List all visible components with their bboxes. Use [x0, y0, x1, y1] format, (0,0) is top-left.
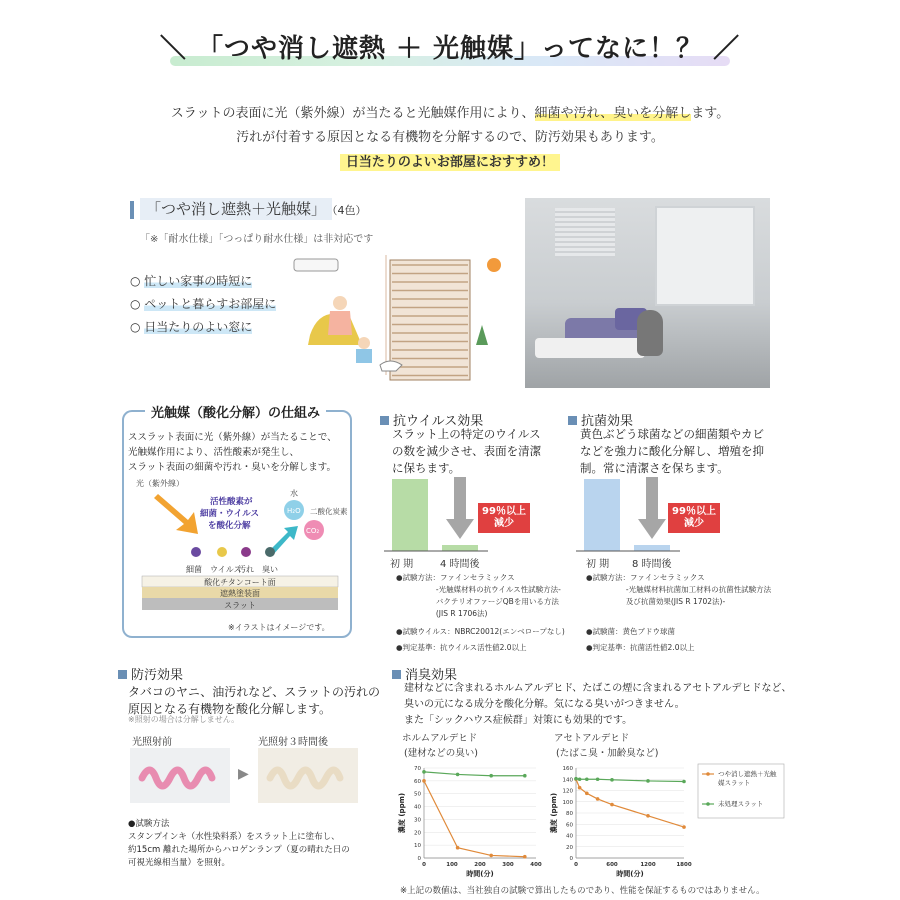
y-tick-label: 60 [566, 822, 573, 829]
data-point [456, 773, 460, 777]
intro-line-1 [0, 102, 900, 121]
antifouling-heading: 防汚効果 [118, 664, 183, 683]
x-axis-label: 時間(分) [616, 870, 644, 878]
chart-title: アセトアルデヒド [554, 733, 630, 744]
intro-highlight: 細菌や汚れ、臭いを分解し [534, 106, 692, 121]
data-point [523, 855, 527, 859]
feature-item-2: ○ ペットと暮らすお部屋に [130, 297, 277, 311]
y-tick-label: 60 [414, 778, 421, 785]
room-illustration [290, 245, 510, 385]
x-tick-label: 1800 [676, 862, 692, 868]
initial-bar [392, 479, 428, 551]
legend-marker [706, 802, 710, 806]
data-point [596, 797, 600, 801]
y-tick-label: 20 [566, 844, 573, 851]
deodorant-heading: 消臭効果 [392, 664, 457, 683]
y-tick-label: 70 [414, 766, 421, 772]
svg-text:H₂O: H₂O [287, 507, 301, 515]
antibacterial-tests: ●試験方法：ファインセラミックス -光触媒材料抗菌加工材料の抗菌性試験方法 及び抗菌効果(JIS R 1702法)- ●試験菌：黄色ブドウ球菌 ●判定基準：抗菌活性値2.0以上 [586, 573, 772, 652]
data-point [578, 786, 582, 790]
chart-subtitle: (たばこ臭・加齢臭など) [556, 748, 659, 759]
product-colors: （4色） [332, 204, 367, 217]
series-line [424, 772, 525, 776]
before-label: 光照射前 [132, 737, 172, 748]
svg-text:ウイルス: ウイルス [210, 565, 242, 574]
data-point [578, 777, 582, 781]
antivirus-heading: 抗ウイルス効果 [380, 410, 483, 429]
odor-icon [265, 547, 275, 557]
antivirus-tests: ●試験方法：ファインセラミックス -光触媒材料の抗ウイルス性試験方法- バクテリオファージQBを用いる方法 (JIS R 1706法) ●試験ウイルス：NBRC20012(エンベロープなし) ●判定基準：抗ウイルス活性値2.0以上 [396, 573, 565, 652]
y-tick-label: 40 [566, 833, 573, 840]
data-point [585, 777, 589, 781]
y-tick-label: 120 [562, 788, 573, 795]
intro-line-2: 汚れが付着する原因となる有機物を分解するので、防汚効果もあります。 [236, 130, 664, 145]
svg-text:酸化チタンコート面: 酸化チタンコート面 [204, 578, 276, 587]
data-point [574, 777, 578, 781]
legend-marker [706, 772, 710, 776]
legend-label-cont: 媒スラット [718, 779, 751, 787]
data-point [585, 792, 589, 796]
decrease-arrow-icon [446, 477, 474, 539]
antibacterial-badge: 99％以上 減少 [668, 503, 720, 533]
svg-text:スラット: スラット [224, 601, 256, 610]
y-tick-label: 20 [414, 830, 421, 837]
deodorant-desc: 建材などに含まれるホルムアルデヒド、たばこの煙に含まれるアセトアルデヒドなど、 臭いの元になる成分を酸化分解。気になる臭いがつきません。 また「シックハウス症候群」対策にも効果的です。 [404, 683, 792, 726]
x-tick-label: 300 [502, 862, 514, 868]
antivirus-badge: 99％以上 減少 [478, 503, 530, 533]
y-tick-label: 100 [562, 799, 573, 806]
uv-arrow-icon [154, 494, 198, 534]
arrow-right-icon: ▶ [238, 766, 249, 782]
page-title: ＼ 「つや消し遮熱 ＋ 光触媒」ってなに！？ ／ [159, 34, 741, 64]
y-tick-label: 40 [414, 804, 421, 811]
data-point [682, 780, 686, 784]
svg-text:を酸化分解: を酸化分解 [208, 521, 251, 531]
svg-text:臭い: 臭い [262, 565, 278, 574]
data-point [596, 777, 600, 781]
antibacterial-heading: 抗菌効果 [568, 410, 633, 429]
decrease-arrow-icon [638, 477, 666, 539]
intro-text: スラットの表面に光（紫外線）が当たると光触媒作用により、 [170, 106, 535, 121]
y-tick-label: 0 [569, 856, 573, 862]
series-line [576, 779, 684, 827]
svg-text:細菌・ウイルス: 細菌・ウイルス [200, 509, 259, 519]
y-axis-label: 濃度 (ppm) [398, 792, 406, 834]
svg-text:活性酸素が: 活性酸素が [210, 497, 253, 507]
x-tick-label: 400 [530, 862, 542, 868]
data-point [422, 779, 426, 783]
svg-text:CO₂: CO₂ [306, 527, 320, 535]
data-point [610, 778, 614, 782]
blind-icon [390, 260, 470, 380]
x-tick-label: 0 [574, 862, 578, 868]
svg-text:細菌: 細菌 [186, 565, 202, 574]
product-title [130, 198, 367, 219]
x-tick-label: 1200 [640, 862, 656, 868]
air-conditioner-icon [294, 259, 338, 271]
svg-text:初 期: 初 期 [390, 559, 414, 570]
mechanism-diagram [128, 476, 348, 616]
data-point [422, 770, 426, 774]
data-point [610, 803, 614, 807]
germ-icon [191, 547, 201, 557]
y-tick-label: 10 [414, 843, 421, 850]
data-point [682, 825, 686, 829]
x-tick-label: 100 [446, 862, 458, 868]
antivirus-desc: スラット上の特定のウイルス の数を減少させ、表面を清潔 に保ちます。 [392, 427, 542, 475]
after-sample [258, 748, 358, 803]
mother-icon [333, 296, 347, 310]
y-tick-label: 140 [562, 777, 573, 784]
after-bar [442, 545, 478, 551]
room-photo [525, 198, 770, 388]
data-point [489, 774, 493, 778]
y-tick-label: 30 [414, 817, 421, 824]
recommend-banner: 日当たりのよいお部屋におすすめ！ [340, 154, 560, 171]
dirt-icon [241, 547, 251, 557]
svg-text:4 時間後: 4 時間後 [440, 559, 480, 570]
y-tick-label: 160 [562, 766, 573, 772]
after-bar [634, 545, 670, 551]
light-label: 光（紫外線） [136, 479, 184, 488]
feature-item-1: ○ 忙しい家事の時短に [130, 274, 253, 288]
cat-photo-icon [637, 310, 663, 356]
deodorant-charts [390, 730, 790, 878]
mechanism-note: ※イラストはイメージです。 [228, 623, 330, 632]
svg-text:二酸化炭素: 二酸化炭素 [310, 507, 348, 516]
virus-icon [217, 547, 227, 557]
footnote: ※上記の数値は、当社独自の試験で算出したものであり、性能を保証するものではありません。 [400, 886, 765, 896]
x-tick-label: 600 [606, 862, 618, 868]
intro-line-3 [0, 151, 900, 170]
legend-label: つや消し遮熱＋光触 [718, 770, 777, 778]
data-point [456, 846, 460, 850]
data-point [523, 774, 527, 778]
svg-text:汚れ: 汚れ [238, 565, 254, 574]
initial-bar [584, 479, 620, 551]
chart-subtitle: (建材などの臭い) [404, 748, 478, 759]
mechanism-desc: ススラット表面に光（紫外線）が当たることで、 光触媒作用により、活性酸素が発生し、 スラット表面の細菌や汚れ・臭いを分解します。 [128, 432, 337, 473]
data-point [646, 814, 650, 818]
plant-icon [476, 325, 488, 345]
y-axis-label: 濃度 (ppm) [550, 792, 558, 834]
svg-text:初 期: 初 期 [586, 559, 610, 570]
svg-text:水: 水 [290, 489, 298, 498]
data-point [489, 854, 493, 858]
y-tick-label: 80 [566, 811, 573, 817]
antibacterial-desc: 黄色ぶどう球菌などの細菌類やカビ などを強力に酸化分解し、増殖を抑 制。常に清潔さを保ちます。 [580, 427, 764, 475]
antifouling-cut-text: ※照射の場合は分解しません。 [128, 715, 240, 724]
intro-text-end: ます。 [691, 106, 730, 121]
before-sample [130, 748, 230, 803]
chart-title: ホルムアルデヒド [402, 733, 478, 744]
x-tick-label: 0 [422, 862, 426, 868]
sun-icon [487, 258, 501, 272]
data-point [646, 779, 650, 783]
after-label: 光照射３時間後 [258, 737, 328, 748]
feature-item-3: ○ 日当たりのよい窓に [130, 320, 253, 334]
child-icon [358, 337, 370, 349]
x-tick-label: 200 [474, 862, 486, 868]
svg-text:8 時間後: 8 時間後 [632, 559, 672, 570]
x-axis-label: 時間(分) [466, 870, 494, 878]
antifouling-desc: タバコのヤニ、油汚れなど、スラットの汚れの 原因となる有機物を酸化分解します。 [128, 685, 381, 716]
svg-text:遮熱塗装面: 遮熱塗装面 [220, 589, 260, 598]
legend-label: 未処理スラット [718, 800, 764, 808]
y-tick-label: 50 [414, 791, 421, 798]
mechanism-title: 光触媒（酸化分解）の仕組み [145, 402, 326, 421]
antifouling-method: ●試験方法 スタンプインキ（水性染料系）をスラット上に塗布し、 約15cm 離れた場所からハロゲンランプ（夏の晴れた日の 可視光線相当量）を照射。 [128, 819, 350, 868]
product-name: 「つや消し遮熱＋光触媒」 [140, 198, 332, 220]
product-note: 「※「耐水仕様」「つっぱり耐水仕様」は非対応です [140, 234, 374, 245]
y-tick-label: 0 [417, 856, 421, 862]
